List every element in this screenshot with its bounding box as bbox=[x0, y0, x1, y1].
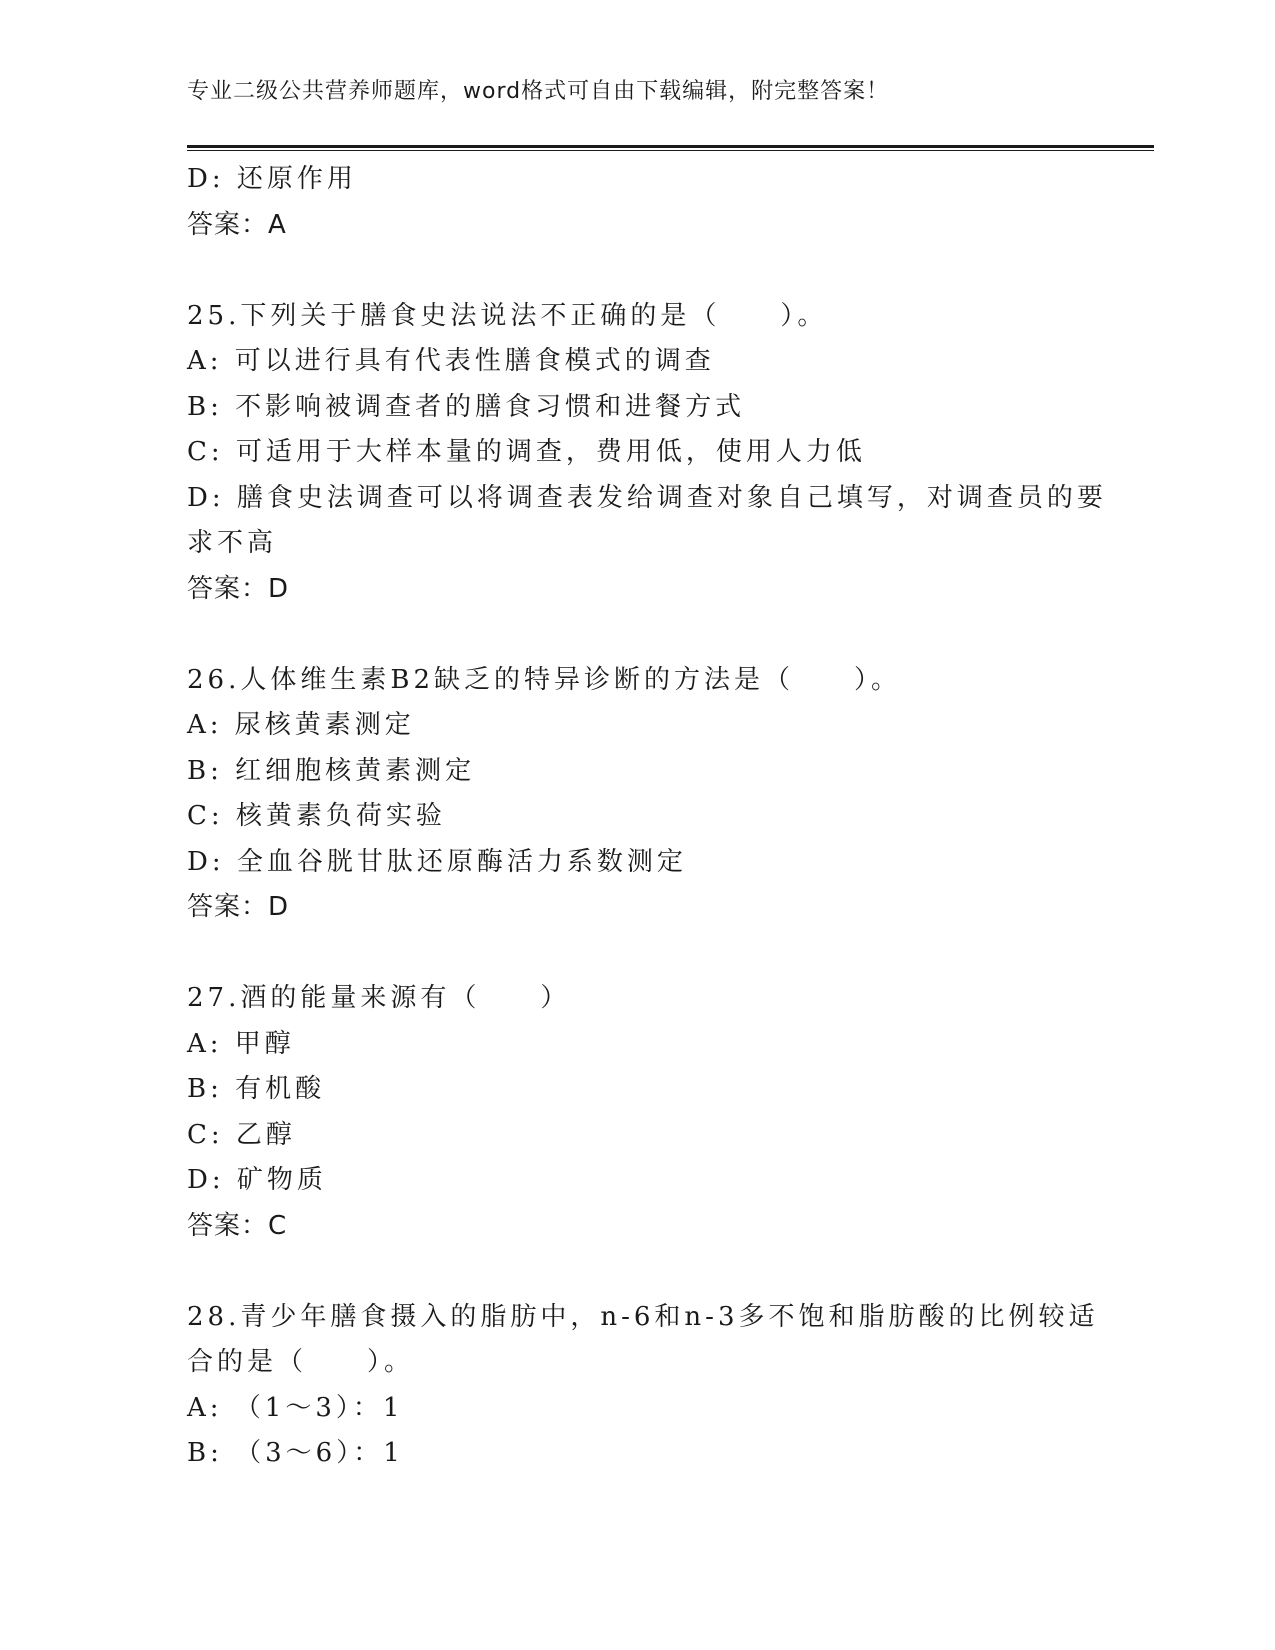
question-26 bbox=[187, 658, 1087, 931]
option-d-continued: 求不高 bbox=[187, 528, 278, 558]
header-divider bbox=[187, 145, 1154, 151]
option-c: C: 核黄素负荷实验 bbox=[187, 801, 446, 831]
option-b: B: 有机酸 bbox=[187, 1074, 326, 1104]
question-27 bbox=[187, 976, 1087, 1249]
option-b: B: 红细胞核黄素测定 bbox=[187, 755, 476, 786]
spacer bbox=[187, 931, 1087, 977]
option-b: B: 不影响被调查者的膳食习惯和进餐方式 bbox=[187, 391, 746, 422]
question-stem: 27.酒的能量来源有（ ） bbox=[187, 983, 571, 1013]
option-b: B: （3～6）：1 bbox=[187, 1438, 404, 1468]
option-a: A: 可以进行具有代表性膳食模式的调查 bbox=[187, 346, 715, 376]
question-stem: 28.青少年膳食摄入的脂肪中，n-6和n-3多不饱和脂肪酸的比例较适 bbox=[187, 1301, 1099, 1332]
spacer bbox=[187, 248, 1087, 294]
prev-question-answer: 答案：A bbox=[187, 209, 287, 240]
option-d: D: 膳食史法调查可以将调查表发给调查对象自己填写，对调查员的要 bbox=[187, 482, 1107, 513]
option-a: A: 尿核黄素测定 bbox=[187, 710, 415, 740]
question-list bbox=[187, 157, 1107, 1477]
option-d: D: 全血谷胱甘肽还原酶活力系数测定 bbox=[187, 846, 687, 877]
option-c: C: 乙醇 bbox=[187, 1119, 296, 1150]
option-c: C: 可适用于大样本量的调查，费用低，使用人力低 bbox=[187, 437, 866, 467]
answer: 答案：D bbox=[187, 892, 290, 922]
question-stem: 26.人体维生素B2缺乏的特异诊断的方法是（ ）。 bbox=[187, 664, 901, 695]
question-25 bbox=[187, 294, 1107, 613]
question-stem: 25.下列关于膳食史法说法不正确的是（ ）。 bbox=[187, 300, 828, 331]
spacer bbox=[187, 612, 1087, 658]
option-d: D: 矿物质 bbox=[187, 1165, 327, 1195]
answer: 答案：C bbox=[187, 1210, 288, 1241]
page-header: 专业二级公共营养师题库，word格式可自由下载编辑，附完整答案！ bbox=[187, 79, 890, 104]
spacer bbox=[187, 1249, 1087, 1295]
option-a: A: 甲醇 bbox=[187, 1028, 295, 1059]
option-a: A: （1～3）：1 bbox=[187, 1392, 404, 1423]
question-28 bbox=[187, 1295, 1099, 1477]
question-stem-continued: 合的是（ ）。 bbox=[187, 1347, 415, 1377]
prev-question-option-d: D: 还原作用 bbox=[187, 164, 357, 194]
answer: 答案：D bbox=[187, 573, 290, 604]
